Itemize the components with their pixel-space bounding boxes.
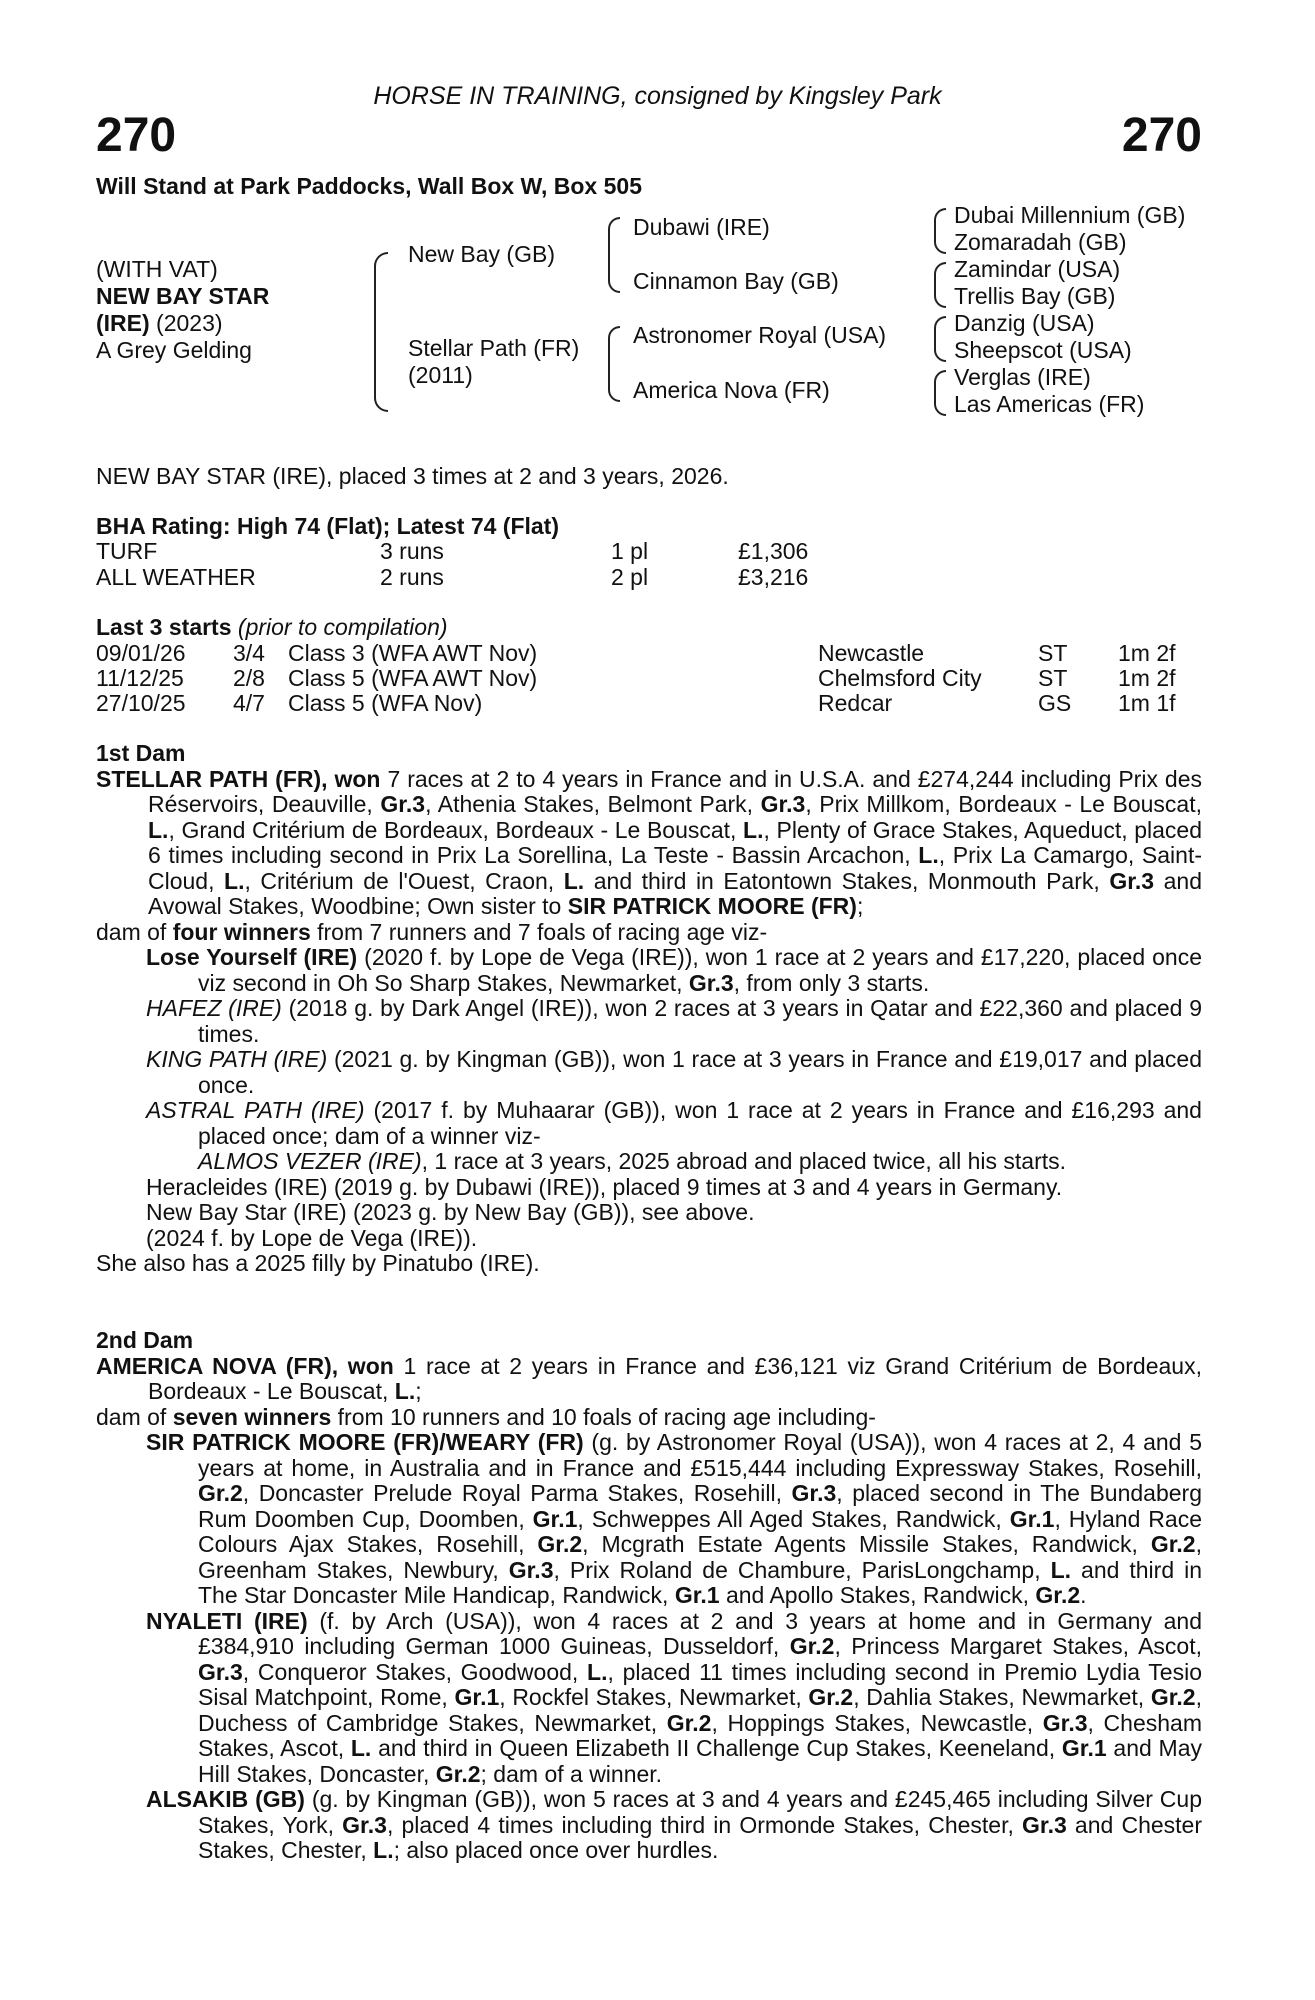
pedigree-brace-g4 xyxy=(934,370,946,416)
rating-runs: 2 runs xyxy=(380,564,444,590)
offspring-entry xyxy=(96,1098,1202,1149)
produce-text: from 7 runners and 7 foals of racing age viz- xyxy=(310,918,768,945)
grade-label: Gr.1 xyxy=(532,1505,578,1532)
start-course: Redcar xyxy=(818,690,893,716)
horse-name-text: NEW BAY STAR xyxy=(96,283,270,309)
grade-label: Gr.2 xyxy=(808,1684,854,1710)
first-dam-text: , Prix Millkom, Bordeaux - Le Bouscat, xyxy=(805,791,1202,817)
pedigree-g4: Trellis Bay (GB) xyxy=(954,283,1116,309)
last-starts-heading xyxy=(96,614,448,641)
pedigree-sire-sire: Dubawi (IRE) xyxy=(633,214,770,240)
first-dam-text: , Athenia Stakes, Belmont Park, xyxy=(425,791,761,817)
grade-label: Gr.2 xyxy=(1035,1582,1081,1608)
pedigree-brace-g3 xyxy=(934,316,946,362)
offspring-text: (f. by Arch (USA)), won 4 races at 2 and 3 years at home and in Germany and £384,910 including German 1000 Guineas, Dusseldorf, xyxy=(198,1607,1203,1659)
pedigree-g3: Zamindar (USA) xyxy=(954,256,1121,282)
grade-label: Gr.3 xyxy=(688,969,734,996)
pedigree-brace-g2 xyxy=(934,262,946,308)
first-dam-section xyxy=(96,741,1202,1277)
listed-label: L. xyxy=(918,842,939,868)
sister-name: SIR PATRICK MOORE (FR) xyxy=(567,893,857,919)
pedigree-dam-dam: America Nova (FR) xyxy=(633,377,830,403)
offspring-entry xyxy=(96,1787,1202,1864)
pedigree-dam-year: (2011) xyxy=(408,362,473,388)
pedigree-dam-sire: Astronomer Royal (USA) xyxy=(633,322,887,348)
start-going: GS xyxy=(1038,690,1072,716)
start-distance: 1m 2f xyxy=(1118,640,1176,666)
lot-number-right: 270 xyxy=(1121,109,1202,162)
grade-label: Gr.1 xyxy=(1061,1735,1107,1761)
offspring-text: , Dahlia Stakes, Newmarket, xyxy=(853,1684,1151,1710)
second-dam-section xyxy=(96,1328,1202,1864)
horse-origin: (IRE) xyxy=(96,310,150,336)
start-race: Class 5 (WFA AWT Nov) xyxy=(288,665,538,691)
offspring-text: , Chesham Stakes, Ascot, xyxy=(198,1709,1202,1761)
second-dam-heading: 2nd Dam xyxy=(96,1327,194,1353)
rating-surface: ALL WEATHER xyxy=(96,564,256,590)
first-dam-text: and third in Eatontown Stakes, Monmouth Park, xyxy=(584,867,1110,894)
grade-label: Gr.3 xyxy=(1022,1811,1067,1838)
first-dam-text: ; xyxy=(856,893,864,919)
bha-rating: BHA Rating: High 74 (Flat); Latest 74 (Flat) xyxy=(96,513,559,539)
grade-label: Gr.2 xyxy=(537,1531,583,1557)
start-distance: 1m 1f xyxy=(1118,690,1176,716)
second-dam-name: AMERICA NOVA (FR), won xyxy=(96,1352,394,1379)
offspring-text: , Rockfel Stakes, Newmarket, xyxy=(499,1684,809,1710)
pedigree-g2: Zomaradah (GB) xyxy=(954,229,1127,255)
offspring-text: (2017 f. by Muhaarar (GB)), won 1 race at 2 years in France and £16,293 and placed once; dam of a winner viz- xyxy=(198,1097,1202,1149)
grade-label: Gr.2 xyxy=(789,1633,835,1659)
offspring-name: ALSAKIB (GB) xyxy=(146,1786,305,1812)
offspring-entry: (2024 f. by Lope de Vega (IRE)). xyxy=(146,1224,478,1251)
pedigree-g1: Dubai Millennium (GB) xyxy=(954,202,1186,228)
rating-amount: £3,216 xyxy=(738,564,809,590)
offspring-entry: Heracleides (IRE) (2019 g. by Dubawi (IRE)), placed 9 times at 3 and 4 years in Germany. xyxy=(146,1173,1063,1200)
rating-row-aw xyxy=(96,564,809,590)
start-going: ST xyxy=(1038,640,1068,666)
offspring-entry xyxy=(96,1047,1202,1098)
pedigree-g8: Las Americas (FR) xyxy=(954,391,1145,417)
offspring-text: (g. by Kingman (GB)), won 5 races at 3 and 4 years and £245,465 including Silver Cup Stakes, York, xyxy=(198,1786,1202,1838)
second-dam-text: ; xyxy=(415,1378,422,1404)
grade-label: Gr.1 xyxy=(1009,1505,1055,1532)
offspring-text: and May Hill Stakes, Doncaster, xyxy=(198,1735,1202,1787)
first-dam-heading: 1st Dam xyxy=(96,740,186,766)
offspring-text: (g. by Astronomer Royal (USA)), won 4 races at 2, 4 and 5 years at home, in Australia and in France and £515,444 including Expressway Stakes, Rosehill, xyxy=(198,1429,1202,1481)
grade-label: Gr.3 xyxy=(380,791,426,817)
offspring-name: HAFEZ (IRE) xyxy=(146,995,282,1021)
offspring-text: and Apollo Stakes, Randwick, xyxy=(719,1582,1036,1608)
offspring-text: ; dam of a winner. xyxy=(480,1760,663,1787)
start-race: Class 3 (WFA AWT Nov) xyxy=(288,640,538,666)
start-course: Newcastle xyxy=(818,640,925,666)
first-dam-produce-summary xyxy=(96,920,1202,946)
stand-location: Will Stand at Park Paddocks, Wall Box W, Box 505 xyxy=(96,173,642,199)
grade-label: Gr.3 xyxy=(198,1658,243,1685)
start-date: 11/12/25 xyxy=(96,665,184,691)
offspring-name: SIR PATRICK MOORE (FR)/WEARY (FR) xyxy=(146,1429,584,1455)
lot-number-left: 270 xyxy=(96,109,177,162)
offspring-text: , Doncaster Prelude Royal Parma Stakes, Rosehill, xyxy=(242,1480,792,1506)
grade-label: Gr.3 xyxy=(342,1811,387,1838)
offspring-name: ALMOS VEZER (IRE) xyxy=(198,1148,422,1174)
grade-label: Gr.2 xyxy=(666,1709,712,1736)
consignor-title: HORSE IN TRAINING, consigned by Kingsley Park xyxy=(373,82,942,110)
pedigree-g6: Sheepscot (USA) xyxy=(954,337,1132,363)
offspring-text: , from only 3 starts. xyxy=(733,969,930,996)
offspring-name: KING PATH (IRE) xyxy=(146,1046,328,1072)
listed-label: L. xyxy=(743,816,764,843)
listed-label: L. xyxy=(394,1378,416,1404)
horse-description: A Grey Gelding xyxy=(96,337,252,363)
offspring-text: and third in The Star Doncaster Mile Handicap, Randwick, xyxy=(198,1556,1202,1608)
listed-label: L. xyxy=(1050,1556,1072,1583)
pedigree-brace-dam xyxy=(608,326,620,402)
pedigree-g7: Verglas (IRE) xyxy=(954,364,1091,390)
start-position: 2/8 xyxy=(233,665,265,691)
grade-label: Gr.3 xyxy=(1109,867,1155,894)
offspring-text: , Mcgrath Estate Agents Missile Stakes, Randwick, xyxy=(582,1531,1151,1557)
pedigree-brace-g1 xyxy=(934,208,946,254)
offspring-text: , Princess Margaret Stakes, Ascot, xyxy=(834,1633,1202,1659)
offspring-text: (2020 f. by Lope de Vega (IRE)), won 1 race at 2 years and £17,220, placed once viz second in Oh So Sharp Stakes, Newmarket, xyxy=(198,944,1202,996)
offspring-text: ; also placed once over hurdles. xyxy=(393,1837,719,1863)
start-row xyxy=(96,690,1176,716)
offspring-text: , 1 race at 3 years, 2025 abroad and placed twice, all his starts. xyxy=(421,1148,1067,1174)
offspring-text: , Greenham Stakes, Newbury, xyxy=(198,1531,1202,1583)
listed-label: L. xyxy=(587,1658,608,1685)
offspring-text: , Hyland Race Colours Ajax Stakes, Rosehill, xyxy=(198,1505,1202,1557)
offspring-text: , Hoppings Stakes, Newcastle, xyxy=(711,1709,1043,1736)
rating-surface: TURF xyxy=(96,538,158,564)
grade-label: Gr.1 xyxy=(454,1684,500,1710)
listed-label: L. xyxy=(224,867,245,894)
first-dam-text: and Avowal Stakes, Woodbine; Own sister to xyxy=(148,867,1202,919)
produce-text: dam of xyxy=(96,918,173,945)
rating-row-turf xyxy=(96,538,809,564)
offspring-name: ASTRAL PATH (IRE) xyxy=(146,1097,365,1123)
offspring-entry xyxy=(96,1430,1202,1609)
offspring-text: , Schweppes All Aged Stakes, Randwick, xyxy=(577,1505,1010,1532)
listed-label: L. xyxy=(563,867,585,894)
horse-origin-year xyxy=(96,310,223,337)
grade-label: Gr.2 xyxy=(1150,1684,1196,1710)
offspring-entry xyxy=(96,1609,1202,1788)
offspring-text: , placed second in The Bundaberg Rum Doomben Cup, Doomben, xyxy=(198,1480,1202,1532)
winners-count: four winners xyxy=(172,918,311,945)
offspring-name: NYALETI (IRE) xyxy=(146,1607,308,1634)
start-position: 4/7 xyxy=(233,690,265,716)
produce-text: from 10 runners and 10 foals of racing age including- xyxy=(331,1403,876,1430)
grade-label: Gr.2 xyxy=(435,1760,481,1787)
start-going: ST xyxy=(1038,665,1068,691)
grade-label: Gr.2 xyxy=(1150,1531,1196,1557)
offspring-text: and third in Queen Elizabeth II Challenge Cup Stakes, Keeneland, xyxy=(371,1735,1062,1761)
start-race: Class 5 (WFA Nov) xyxy=(288,690,483,716)
offspring-name: Lose Yourself (IRE) xyxy=(146,944,358,970)
listed-label: L. xyxy=(373,1837,394,1863)
start-date: 27/10/25 xyxy=(96,690,186,716)
winners-count: seven winners xyxy=(172,1403,332,1430)
offspring-entry xyxy=(96,996,1202,1047)
listed-label: L. xyxy=(148,816,169,843)
offspring-text: , Duchess of Cambridge Stakes, Newmarket, xyxy=(198,1684,1202,1736)
start-position: 3/4 xyxy=(233,640,265,666)
grand-offspring-entry xyxy=(96,1149,1202,1175)
offspring-entry xyxy=(96,945,1202,996)
first-dam-text: 7 races at 2 to 4 years in France and in U.S.A. and £274,244 including Prix des Réservoirs, Deauville, xyxy=(148,765,1202,817)
second-dam-record xyxy=(96,1354,1202,1405)
offspring-entry: New Bay Star (IRE) (2023 g. by New Bay (GB)), see above. xyxy=(146,1199,755,1225)
listed-label: L. xyxy=(350,1735,372,1761)
first-dam-also: She also has a 2025 filly by Pinatubo (IRE). xyxy=(96,1250,540,1276)
grade-label: Gr.1 xyxy=(674,1582,720,1608)
offspring-text: . xyxy=(1080,1582,1087,1608)
grade-label: Gr.3 xyxy=(760,791,806,817)
offspring-text: (2018 g. by Dark Angel (IRE)), won 2 races at 3 years in Qatar and £22,360 and placed 9 times. xyxy=(198,995,1202,1047)
vat-note: (WITH VAT) xyxy=(96,256,218,282)
offspring-text: , Prix Roland de Chambure, ParisLongchamp, xyxy=(553,1556,1051,1583)
second-dam-text: 1 race at 2 years in France and £36,121 viz Grand Critérium de Bordeaux, Bordeaux - Le Bouscat, xyxy=(148,1352,1202,1404)
offspring-text: , placed 4 times including third in Ormonde Stakes, Chester, xyxy=(386,1811,1023,1838)
pedigree-brace-main xyxy=(374,252,388,412)
first-dam-text: , Prix La Camargo, Saint-Cloud, xyxy=(148,842,1202,894)
first-dam-name: STELLAR PATH (FR), won xyxy=(96,765,381,792)
offspring-text: , placed 11 times including second in Premio Lydia Tesio Sisal Matchpoint, Rome, xyxy=(198,1658,1202,1710)
rating-placed: 2 pl xyxy=(611,564,649,590)
grade-label: Gr.3 xyxy=(1042,1709,1088,1736)
last-starts-note: (prior to compilation) xyxy=(231,614,448,640)
start-distance: 1m 2f xyxy=(1118,665,1176,691)
grade-label: Gr.3 xyxy=(508,1556,554,1583)
last-starts-title: Last 3 starts xyxy=(96,614,232,640)
rating-runs: 3 runs xyxy=(380,538,444,564)
horse-year: (2023) xyxy=(149,310,223,336)
pedigree-sire: New Bay (GB) xyxy=(408,241,555,267)
produce-text: dam of xyxy=(96,1403,173,1430)
second-dam-produce-summary xyxy=(96,1405,1202,1431)
start-row xyxy=(96,640,1176,666)
rating-placed: 1 pl xyxy=(611,538,649,564)
offspring-text: and Chester Stakes, Chester, xyxy=(198,1811,1202,1863)
start-row xyxy=(96,665,1176,691)
start-course: Chelmsford City xyxy=(818,665,982,691)
first-dam-text: , Critérium de l'Ouest, Craon, xyxy=(244,867,564,894)
race-summary: NEW BAY STAR (IRE), placed 3 times at 2 and 3 years, 2026. xyxy=(96,463,729,489)
first-dam-text: , Plenty of Grace Stakes, Aqueduct, placed 6 times including second in Prix La Sorellina, La Teste - Bassin Arcachon, xyxy=(148,816,1202,868)
rating-amount: £1,306 xyxy=(738,538,809,564)
offspring-text: (2021 g. by Kingman (GB)), won 1 race at 3 years in France and £19,017 and placed once. xyxy=(198,1046,1202,1098)
horse-name xyxy=(96,283,269,310)
grade-label: Gr.2 xyxy=(198,1480,243,1506)
pedigree-g5: Danzig (USA) xyxy=(954,310,1095,336)
offspring-text: , Conqueror Stakes, Goodwood, xyxy=(242,1658,588,1685)
start-date: 09/01/26 xyxy=(96,640,186,666)
grade-label: Gr.3 xyxy=(791,1480,837,1506)
first-dam-record xyxy=(96,767,1202,920)
first-dam-text: , Grand Critérium de Bordeaux, Bordeaux - Le Bouscat, xyxy=(168,816,744,843)
pedigree-dam: Stellar Path (FR) xyxy=(408,335,580,361)
pedigree-sire-dam: Cinnamon Bay (GB) xyxy=(633,268,839,294)
pedigree-brace-sire xyxy=(608,217,620,293)
